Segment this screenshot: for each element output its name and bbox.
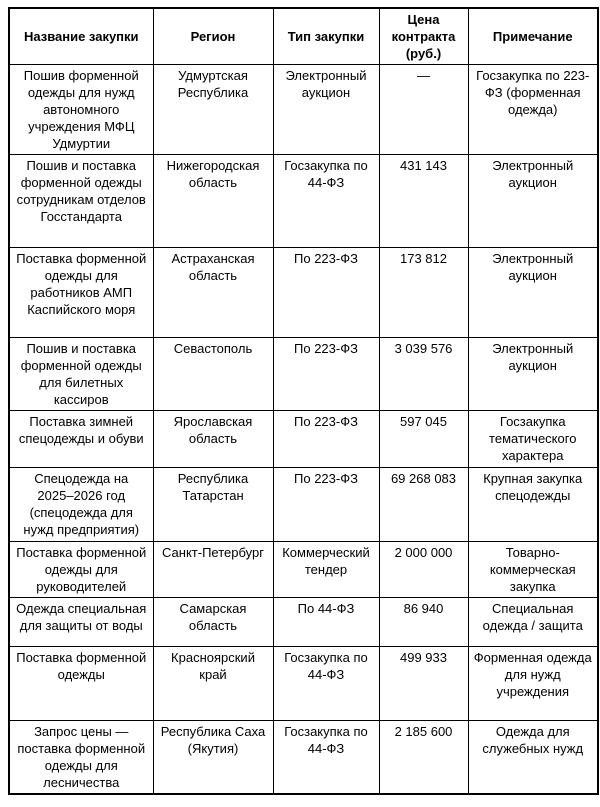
- cell-purchase-type: По 223-ФЗ: [273, 411, 379, 468]
- cell-region: Нижегородская область: [153, 155, 273, 248]
- cell-contract-price: —: [379, 65, 468, 155]
- cell-contract-price: 3 039 576: [379, 338, 468, 411]
- table-row: [9, 647, 598, 721]
- cell-note: Электронный аукцион: [468, 338, 598, 411]
- cell-region: Астраханская область: [153, 248, 273, 338]
- cell-note: Крупная закупка спецодежды: [468, 468, 598, 542]
- table-row: [9, 65, 598, 155]
- header-purchase-name: Название закупки: [9, 8, 153, 65]
- cell-region: Республика Саха (Якутия): [153, 721, 273, 795]
- cell-contract-price: 2 185 600: [379, 721, 468, 795]
- cell-purchase-type: По 223-ФЗ: [273, 468, 379, 542]
- cell-purchase-name: Поставка форменной одежды для руководителей: [9, 542, 153, 598]
- cell-note: Электронный аукцион: [468, 155, 598, 248]
- cell-region: Санкт-Петербург: [153, 542, 273, 598]
- cell-purchase-type: По 44-ФЗ: [273, 598, 379, 647]
- cell-note: Госзакупка по 223-ФЗ (форменная одежда): [468, 65, 598, 155]
- cell-purchase-type: Электронный аукцион: [273, 65, 379, 155]
- header-note: Примечание: [468, 8, 598, 65]
- cell-contract-price: 499 933: [379, 647, 468, 721]
- cell-note: Госзакупка тематического характера: [468, 411, 598, 468]
- table-row: [9, 338, 598, 411]
- cell-purchase-type: По 223-ФЗ: [273, 338, 379, 411]
- cell-region: Севастополь: [153, 338, 273, 411]
- cell-contract-price: 69 268 083: [379, 468, 468, 542]
- procurement-table: [8, 7, 599, 795]
- cell-note: Форменная одежда для нужд учреждения: [468, 647, 598, 721]
- table-row: [9, 155, 598, 248]
- cell-purchase-name: Пошив и поставка форменной одежды для билетных кассиров: [9, 338, 153, 411]
- table-row: [9, 468, 598, 542]
- table-row: [9, 598, 598, 647]
- cell-purchase-type: Госзакупка по 44-ФЗ: [273, 155, 379, 248]
- cell-purchase-type: Госзакупка по 44-ФЗ: [273, 647, 379, 721]
- cell-purchase-type: Коммерческий тендер: [273, 542, 379, 598]
- cell-contract-price: 86 940: [379, 598, 468, 647]
- header-region: Регион: [153, 8, 273, 65]
- cell-purchase-type: По 223-ФЗ: [273, 248, 379, 338]
- table-row: [9, 411, 598, 468]
- cell-contract-price: 597 045: [379, 411, 468, 468]
- cell-purchase-name: Поставка зимней спецодежды и обуви: [9, 411, 153, 468]
- header-purchase-type: Тип закупки: [273, 8, 379, 65]
- cell-region: Республика Татарстан: [153, 468, 273, 542]
- cell-contract-price: 431 143: [379, 155, 468, 248]
- table-row: [9, 721, 598, 795]
- cell-purchase-type: Госзакупка по 44-ФЗ: [273, 721, 379, 795]
- table-row: [9, 542, 598, 598]
- cell-purchase-name: Одежда специальная для защиты от воды: [9, 598, 153, 647]
- cell-region: Удмуртская Республика: [153, 65, 273, 155]
- cell-note: Одежда для служебных нужд: [468, 721, 598, 795]
- cell-contract-price: 2 000 000: [379, 542, 468, 598]
- cell-purchase-name: Спецодежда на 2025–2026 год (спецодежда для нужд предприятия): [9, 468, 153, 542]
- cell-purchase-name: Запрос цены — поставка форменной одежды для лесничества: [9, 721, 153, 795]
- cell-region: Самарская область: [153, 598, 273, 647]
- cell-note: Товарно-коммерческая закупка: [468, 542, 598, 598]
- cell-region: Красноярский край: [153, 647, 273, 721]
- cell-region: Ярославская область: [153, 411, 273, 468]
- cell-contract-price: 173 812: [379, 248, 468, 338]
- cell-purchase-name: Поставка форменной одежды: [9, 647, 153, 721]
- cell-note: Специальная одежда / защита: [468, 598, 598, 647]
- cell-note: Электронный аукцион: [468, 248, 598, 338]
- header-contract-price: Цена контракта (руб.): [379, 8, 468, 65]
- cell-purchase-name: Пошив форменной одежды для нужд автономного учреждения МФЦ Удмуртии: [9, 65, 153, 155]
- table-row: [9, 248, 598, 338]
- cell-purchase-name: Пошив и поставка форменной одежды сотрудникам отделов Госстандарта: [9, 155, 153, 248]
- cell-purchase-name: Поставка форменной одежды для работников АМП Каспийского моря: [9, 248, 153, 338]
- table-header-row: [9, 8, 598, 65]
